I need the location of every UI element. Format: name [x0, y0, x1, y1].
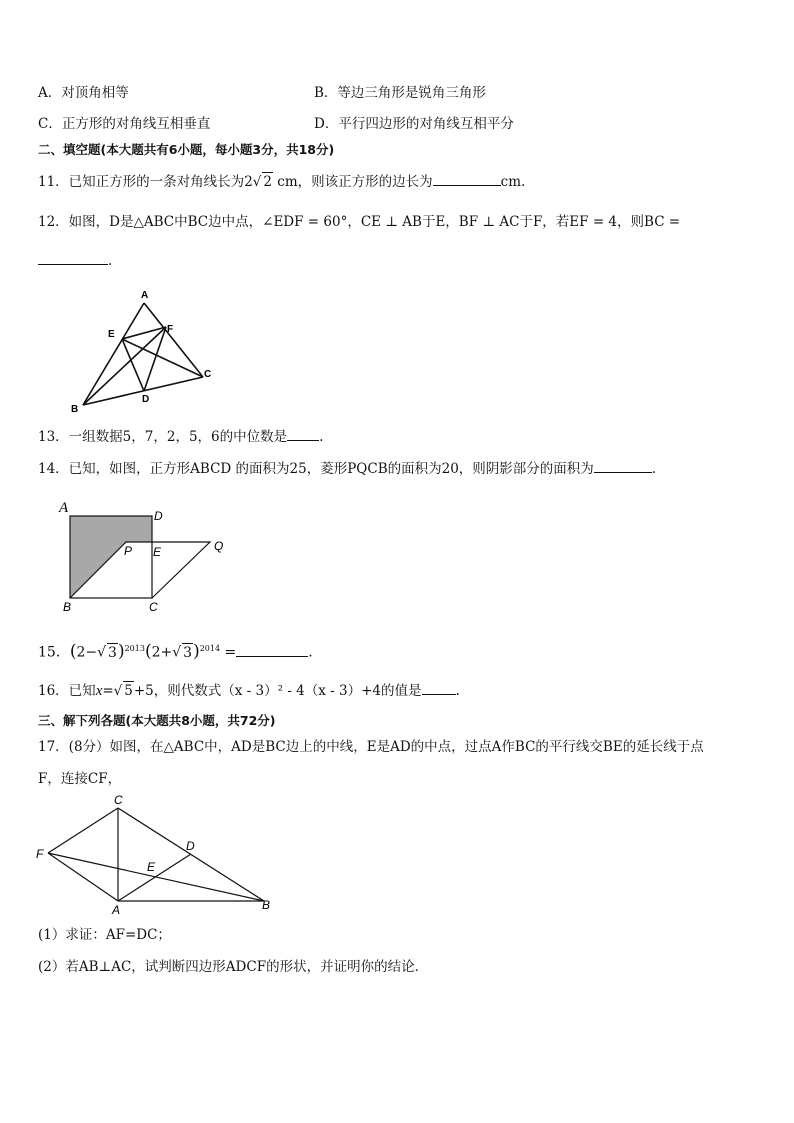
choice-d: D．平行四边形的对角线互相平分: [314, 116, 514, 132]
answer-blank: [594, 458, 652, 473]
label-q: Q: [214, 539, 224, 553]
question-12: 12．如图，D是△ABC中BC边中点，∠EDF = 60°，CE ⊥ AB于E，BF ⊥ AC于F，若EF = 4，则BC =: [38, 214, 681, 230]
question-17-part-1: (1）求证：AF=DC；: [38, 927, 171, 943]
label-c: C: [149, 600, 158, 614]
question-17-part-2: (2）若AB⊥AC，试判断四边形ADCF的形状，并证明你的结论．: [38, 959, 429, 975]
label-f: F: [36, 847, 44, 861]
section-title-solve: 三、解下列各题(本大题共8小题，共72分): [38, 713, 276, 728]
label-d: D: [142, 394, 150, 405]
answer-blank: [422, 680, 456, 695]
q12-triangle-figure: [40, 285, 220, 415]
label-c: C: [114, 793, 123, 807]
label-e: E: [147, 860, 156, 874]
label-c: C: [204, 369, 212, 380]
answer-blank: [236, 642, 308, 657]
label-e: E: [153, 545, 162, 559]
q14-square-rhombus-figure: [56, 500, 236, 615]
answer-blank: [433, 171, 501, 186]
label-a: A: [59, 500, 69, 516]
q17-quadrilateral-figure: [34, 793, 279, 918]
label-d: D: [154, 509, 163, 523]
question-14: 14．已知，如图，正方形ABCD 的面积为25，菱形PQCB的面积为20，则阴影部分的面积为 .: [38, 458, 656, 478]
label-a: A: [112, 903, 121, 917]
question-11: 11．已知正方形的一条对角线长为2√ 2 cm，则该正方形的边长为 cm.: [38, 171, 525, 191]
choice-c: C．正方形的对角线互相垂直: [38, 116, 211, 132]
choice-b: B．等边三角形是锐角三角形: [314, 85, 486, 101]
label-b: B: [71, 404, 79, 415]
label-p: P: [124, 544, 133, 558]
question-12-answer: .: [38, 250, 112, 270]
label-a: A: [141, 290, 149, 301]
label-b: B: [262, 898, 271, 912]
answer-blank: [287, 426, 319, 441]
label-f: F: [167, 324, 174, 335]
question-16: 16．已知x=√ 5+5，则代数式（x - 3）² - 4（x - 3）+4的值是 .: [38, 680, 460, 700]
question-13: 13．一组数据5，7，2，5，6的中位数是 .: [38, 426, 323, 446]
label-b: B: [63, 600, 72, 614]
answer-blank: [38, 250, 108, 265]
label-e: E: [108, 329, 115, 340]
section-title-fill-in: 二、填空题(本大题共有6小题，每小题3分，共18分): [38, 142, 335, 157]
question-17-line-1: 17．(8分）如图，在△ABC中，AD是BC边上的中线，E是AD的中点，过点A作BC的平行线交BE的延长线于点: [38, 739, 704, 755]
choice-a: A．对顶角相等: [38, 85, 129, 101]
question-17-line-2: F，连接CF，: [38, 771, 122, 787]
question-15: 15．(2−√ 3)$^{2013}$(2+√ 3)$^{2014}$ = .: [38, 641, 313, 662]
label-d: D: [186, 839, 195, 853]
